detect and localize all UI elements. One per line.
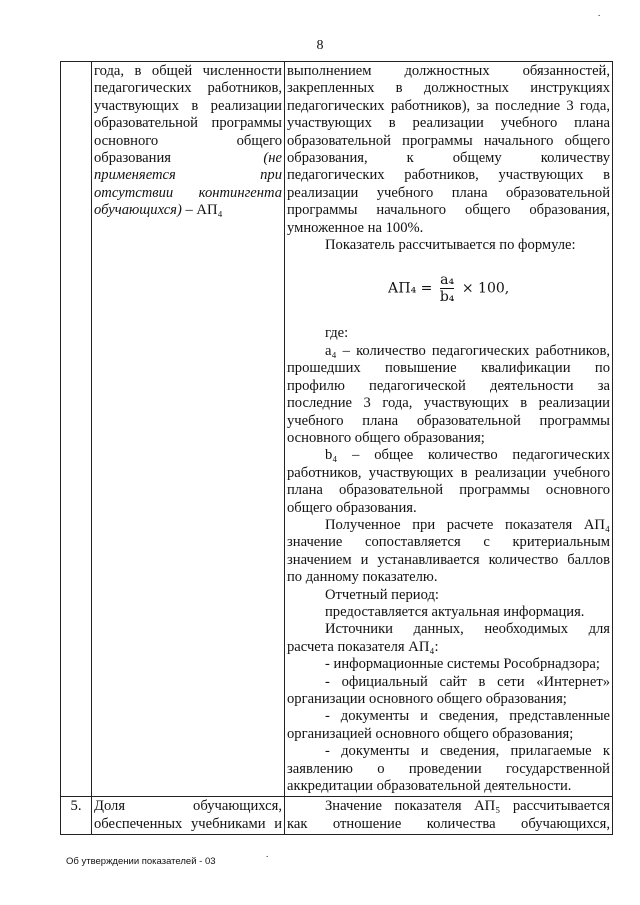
text-line: применяется при [94,167,282,184]
text-line: основного общего [94,132,282,149]
indicator-description-cell [285,797,613,835]
text-line: участвующих в реализации [94,97,282,114]
text-line: участвующих в реализации учебного плана [287,115,610,132]
text-line: педагогических работников), за последние 3 года, [287,97,610,114]
text-line [94,150,282,167]
text-line: значение сопоставляется с критериальным [287,534,610,551]
scan-speck: . [598,8,601,18]
text-line: профилю педагогической деятельности за [287,377,610,394]
text-line: Значение показателя АП₅ рассчитывается [325,798,610,815]
text-line: образования, к общему количеству [287,150,610,167]
reporting-period-value: предоставляется актуальная информация. [325,603,585,620]
criteria-table [60,61,613,835]
table-row [61,797,613,835]
text-line: организацией основного общего образования; [287,725,574,742]
formula-rhs: × 100, [461,280,510,297]
text-line: педагогических работников, участвующих в [287,167,610,184]
source-item: - документы и сведения, прилагаемые к [325,743,610,760]
text-line: Полученное при расчете показателя АП₄ [325,516,610,533]
formula [287,254,610,325]
text-line [94,202,282,219]
formula-fraction [440,272,455,305]
text-line: Источники данных, необходимых для [325,621,610,638]
footer-text: Об утверждении показателей - 03 [66,856,216,867]
source-item: - официальный сайт в сети «Интернет» [325,673,610,690]
text-line: плана образовательной программы основного [287,482,610,499]
text-line: обеспеченных учебниками и [94,815,282,832]
text-line: выполнением должностных обязанностей, [287,63,610,79]
formula-lhs: АП₄ = [387,280,433,297]
text-line: b₄ – общее количество педагогических [325,447,610,464]
source-item: - информационные системы Рособрнадзора; [325,656,600,673]
formula-intro: Показатель рассчитывается по формуле: [325,237,576,254]
indicator-name-cell [92,797,285,835]
indicator-description-cell [285,62,613,797]
text-line: по данному показателю. [287,569,438,586]
reporting-period-label: Отчетный период: [325,586,439,603]
text-line: как отношение количества обучающихся, [287,815,610,832]
text-line: основного общего образования; [287,429,485,446]
scan-speck: . [266,849,269,859]
formula-numerator: a₄ [440,272,455,289]
text-line: расчета показателя АП₄: [287,638,439,655]
source-item: - документы и сведения, представленные [325,708,610,725]
text-line: образовательной программы [94,115,282,132]
page-number: 8 [316,38,324,53]
text-line: прошедших повышение квалификации по [287,360,610,377]
text-line: программы начального общего образования, [287,202,610,219]
row-number-cell: 5. [61,797,92,835]
text-line: последние 3 года, участвующих в реализации [287,395,610,412]
text-line: реализации учебного плана образовательной [287,184,610,201]
text-line: Доля обучающихся, [94,798,282,815]
text-line: педагогических работников, [94,80,282,97]
where-label: где: [325,325,349,342]
text-line: закрепленных в должностных инструкциях [287,80,610,97]
text-line: заявлению о проведении государственной [287,760,610,777]
text-span: обучающихся) [94,202,182,219]
row-number-cell [61,62,92,797]
formula-denominator: b₄ [439,289,455,306]
text-line: учебного плана образовательной программы [287,412,610,429]
text-line: общего образования. [287,499,417,516]
text-line: года, в общей численности [94,63,282,79]
text-line: отсутствии контингента [94,184,282,201]
text-line: образовательной программы начального общего [287,132,610,149]
indicator-name-cell [92,62,285,797]
text-line: значением и устанавливается количество баллов [287,551,610,568]
text-line: организации основного общего образования; [287,691,567,707]
table-row [61,62,613,797]
text-line: умноженное на 100%. [287,219,424,236]
text-span: – АП₄ [181,202,223,219]
text-line: работников, участвующих в реализации учебного [287,464,610,481]
text-span: образования [94,150,171,167]
text-line: аккредитации образовательной деятельности. [287,778,572,795]
text-line: a₄ – количество педагогических работников, [325,342,610,359]
text-span: (не [263,150,282,167]
